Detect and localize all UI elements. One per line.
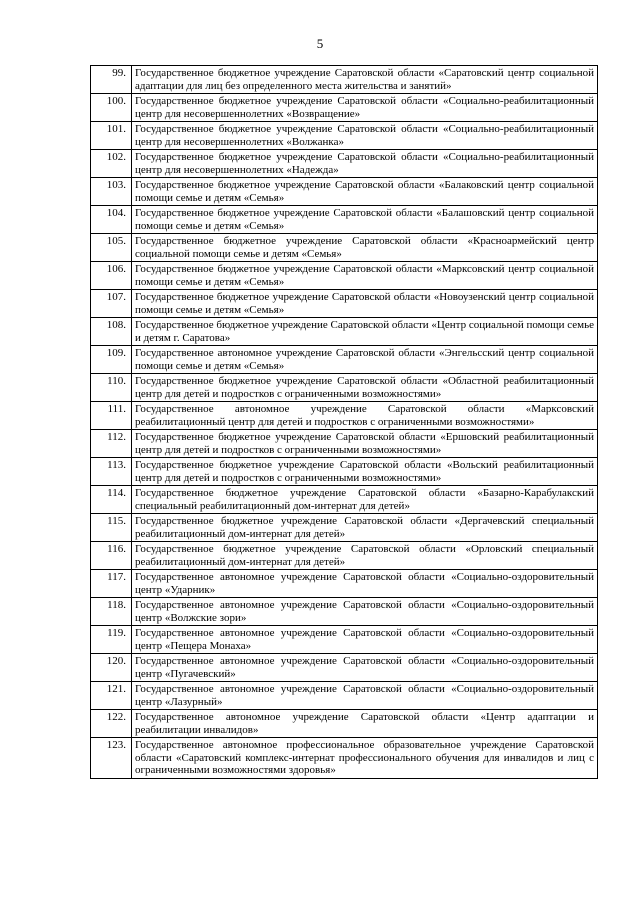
row-number: 103. (91, 178, 132, 206)
institution-name: Государственное бюджетное учреждение Саратовской области «Вольский реабилитационный центр для детей и подростков с ограниченными возможностями» (132, 458, 598, 486)
row-number: 108. (91, 318, 132, 346)
table-row (91, 626, 598, 654)
row-number: 119. (91, 626, 132, 654)
institution-name: Государственное бюджетное учреждение Саратовской области «Балаковский центр социальной помощи семье и детям «Семья» (132, 178, 598, 206)
table-row (91, 290, 598, 318)
institution-name: Государственное автономное профессиональное образовательное учреждение Саратовской области «Саратовский комплекс-интернат профессионального обучения для инвалидов и лиц с ограниченными возможностями здоровья» (132, 738, 598, 779)
institution-name: Государственное бюджетное учреждение Саратовской области «Марксовский центр социальной помощи семье и детям «Семья» (132, 262, 598, 290)
table-row (91, 206, 598, 234)
institution-name: Государственное бюджетное учреждение Саратовской области «Социально-реабилитационный центр для несовершеннолетних «Надежда» (132, 150, 598, 178)
row-number: 111. (91, 402, 132, 430)
table-row (91, 458, 598, 486)
row-number: 112. (91, 430, 132, 458)
institution-name: Государственное автономное учреждение Саратовской области «Социально-оздоровительный центр «Пещера Монаха» (132, 626, 598, 654)
institution-name: Государственное бюджетное учреждение Саратовской области «Новоузенский центр социальной помощи семье и детям «Семья» (132, 290, 598, 318)
table-row (91, 94, 598, 122)
row-number: 122. (91, 710, 132, 738)
institution-name: Государственное бюджетное учреждение Саратовской области «Центр социальной помощи семье и детям г. Саратова» (132, 318, 598, 346)
table-row (91, 514, 598, 542)
table-row (91, 430, 598, 458)
row-number: 115. (91, 514, 132, 542)
row-number: 117. (91, 570, 132, 598)
institution-name: Государственное автономное учреждение Саратовской области «Марксовский реабилитационный центр для детей и подростков с ограниченными возможностями» (132, 402, 598, 430)
row-number: 104. (91, 206, 132, 234)
institution-name: Государственное бюджетное учреждение Саратовской области «Ершовский реабилитационный центр для детей и подростков с ограниченными возможностями» (132, 430, 598, 458)
row-number: 113. (91, 458, 132, 486)
table-row (91, 234, 598, 262)
row-number: 118. (91, 598, 132, 626)
table-row (91, 402, 598, 430)
row-number: 120. (91, 654, 132, 682)
table-row (91, 262, 598, 290)
institution-name: Государственное автономное учреждение Саратовской области «Социально-оздоровительный центр «Ударник» (132, 570, 598, 598)
institution-name: Государственное автономное учреждение Саратовской области «Социально-оздоровительный центр «Волжские зори» (132, 598, 598, 626)
table-row (91, 178, 598, 206)
table-row (91, 374, 598, 402)
table-row (91, 66, 598, 94)
row-number: 101. (91, 122, 132, 150)
institutions-table (90, 65, 598, 779)
institution-name: Государственное бюджетное учреждение Саратовской области «Дергачевский специальный реабилитационный дом-интернат для детей» (132, 514, 598, 542)
row-number: 109. (91, 346, 132, 374)
table-row (91, 486, 598, 514)
scan-margin-mark (74, 314, 76, 330)
institution-name: Государственное бюджетное учреждение Саратовской области «Красноармейский центр социальной помощи семье и детям «Семья» (132, 234, 598, 262)
table-row (91, 346, 598, 374)
institution-name: Государственное автономное учреждение Саратовской области «Энгельсский центр социальной помощи семье и детям «Семья» (132, 346, 598, 374)
table-row (91, 598, 598, 626)
row-number: 116. (91, 542, 132, 570)
institution-name: Государственное автономное учреждение Саратовской области «Центр адаптации и реабилитации инвалидов» (132, 710, 598, 738)
institution-name: Государственное бюджетное учреждение Саратовской области «Социально-реабилитационный центр для несовершеннолетних «Возвращение» (132, 94, 598, 122)
table-row (91, 318, 598, 346)
table-row (91, 122, 598, 150)
table-row (91, 150, 598, 178)
institution-name: Государственное бюджетное учреждение Саратовской области «Орловский специальный реабилитационный дом-интернат для детей» (132, 542, 598, 570)
table-row (91, 654, 598, 682)
table-row (91, 570, 598, 598)
row-number: 110. (91, 374, 132, 402)
table-row (91, 682, 598, 710)
row-number: 123. (91, 738, 132, 779)
institution-name: Государственное бюджетное учреждение Саратовской области «Базарно-Карабулакский специальный реабилитационный дом-интернат для детей» (132, 486, 598, 514)
institution-name: Государственное автономное учреждение Саратовской области «Социально-оздоровительный центр «Пугачевский» (132, 654, 598, 682)
page-number: 5 (316, 36, 324, 51)
row-number: 99. (91, 66, 132, 94)
row-number: 102. (91, 150, 132, 178)
table-row (91, 738, 598, 779)
row-number: 121. (91, 682, 132, 710)
institution-name: Государственное бюджетное учреждение Саратовской области «Областной реабилитационный центр для детей и подростков с ограниченными возможностями» (132, 374, 598, 402)
row-number: 107. (91, 290, 132, 318)
institution-name: Государственное бюджетное учреждение Саратовской области «Социально-реабилитационный центр для несовершеннолетних «Волжанка» (132, 122, 598, 150)
institution-name: Государственное бюджетное учреждение Саратовской области «Саратовский центр социальной адаптации для лиц без определенного места жительства и занятий» (132, 66, 598, 94)
row-number: 106. (91, 262, 132, 290)
institutions-table-body (91, 66, 598, 779)
table-row (91, 710, 598, 738)
table-row (91, 542, 598, 570)
institution-name: Государственное автономное учреждение Саратовской области «Социально-оздоровительный центр «Лазурный» (132, 682, 598, 710)
row-number: 100. (91, 94, 132, 122)
institution-name: Государственное бюджетное учреждение Саратовской области «Балашовский центр социальной помощи семье и детям «Семья» (132, 206, 598, 234)
row-number: 105. (91, 234, 132, 262)
row-number: 114. (91, 486, 132, 514)
